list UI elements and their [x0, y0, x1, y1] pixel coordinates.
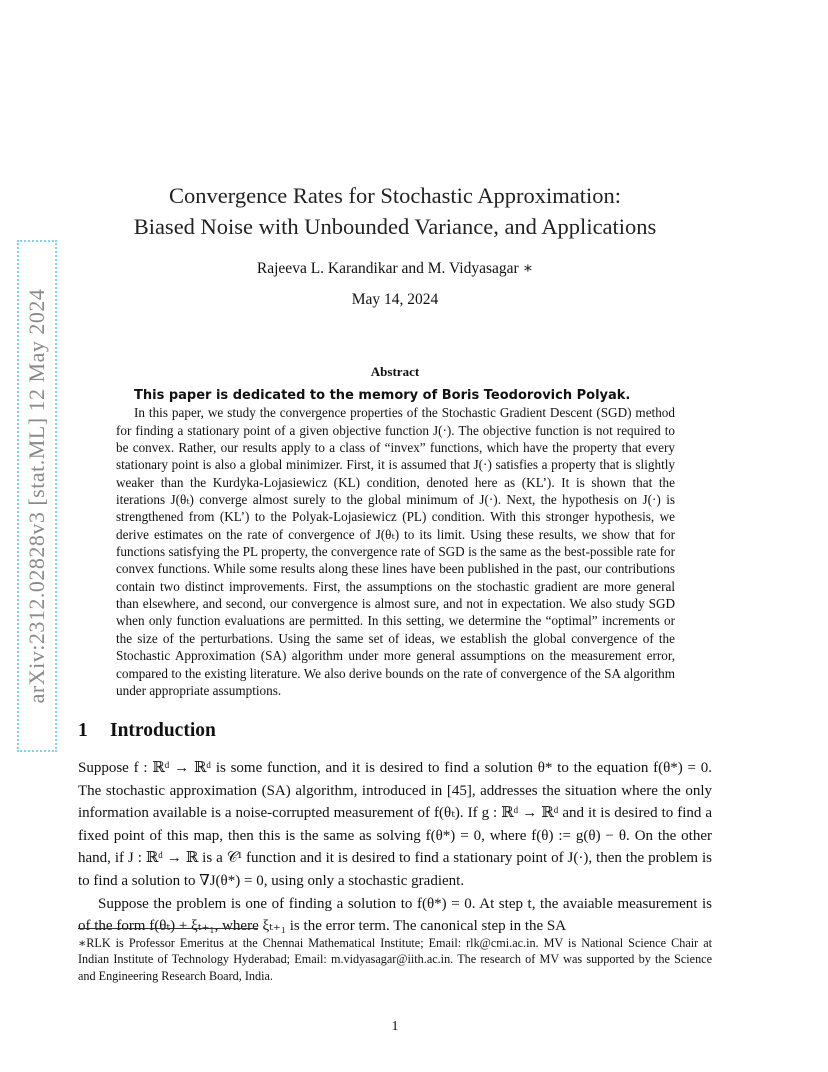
introduction-body — [78, 757, 712, 938]
paper-title-line1: Convergence Rates for Stochastic Approximation: — [169, 183, 621, 208]
page-number: 1 — [391, 1019, 399, 1034]
abstract-heading: Abstract — [370, 364, 420, 379]
section-title: Introduction — [110, 720, 216, 741]
abstract-text: In this paper, we study the convergence properties of the Stochastic Gradient Descent (SGD) method for finding a stationary point of a given objective function J(·). The objective function is not required to be convex. Rather, our results apply to a class of “invex” functions, which have the property that every stationary point is also a global minimizer. First, it is assumed that J(·) satisfies a property that is slightly weaker than the Kurdyka-Lojasiewicz (KL) condition, denoted here as (KL’). It is shown that the iterations J(θₜ) converge almost surely to the global minimum of J(·). Next, the hypothesis on J(·) is strengthened from (KL’) to the Polyak-Lojasiewicz (PL) condition. With this stronger hypothesis, we derive estimates on the rate of convergence of J(θₜ) to its limit. Using these results, we show that for functions satisfying the PL property, the convergence rate of SGD is the same as the best-possible rate for convex functions. While some results along these lines have been published in the past, our contributions contain two distinct improvements. First, the assumptions on the stochastic gradient are more general than elsewhere, and second, our convergence is almost sure, and not in expectation. We also study SGD when only function evaluations are permitted. In this setting, we determine the “optimal” increments or the size of the perturbations. Using the same set of ideas, we establish the global convergence of the Stochastic Approximation (SA) algorithm under more general assumptions on the measurement error, compared to the existing literature. We also derive bounds on the rate of convergence of the SA algorithm under appropriate assumptions. — [116, 405, 675, 698]
dedication: This paper is dedicated to the memory of Boris Teodorovich Polyak. — [134, 388, 631, 403]
intro-paragraph-1: Suppose f : ℝᵈ → ℝᵈ is some function, and it is desired to find a solution θ* to the equation f(θ*) = 0. The stochastic approximation (SA) algorithm, introduced in [45], addresses the situation where the only information available is a noise-corrupted measurement of f(θₜ). If g : ℝᵈ → ℝᵈ and it is desired to find a fixed point of this map, then this is the same as solving f(θ*) = 0, where f(θ) := g(θ) − θ. On the other hand, if J : ℝᵈ → ℝ is a 𝒞¹ function and it is desired to find a stationary point of J(·), then the problem is to find a solution to ∇J(θ*) = 0, using only a stochastic gradient. — [78, 760, 712, 889]
section-heading-introduction — [78, 720, 216, 742]
paper-title-line2: Biased Noise with Unbounded Variance, and Applications — [133, 214, 657, 239]
paper-authors: Rajeeva L. Karandikar and M. Vidyasagar ∗ — [256, 260, 534, 277]
arxiv-identifier: arXiv:2312.02828v3 [stat.ML] 12 May 2024 — [24, 288, 49, 704]
section-number: 1 — [78, 720, 88, 741]
paper-date: May 14, 2024 — [351, 291, 439, 308]
footnote: ∗RLK is Professor Emeritus at the Chennai Mathematical Institute; Email: rlk@cmi.ac.in. MV is National Science Chair at Indian Institute of Technology Hyderabad; Email: m.vidyasagar@iith.ac.in. The research of MV was supported by the Science and Engineering Research Board, India. — [78, 936, 712, 983]
footnote-rule — [78, 928, 258, 929]
intro-paragraph-2: Suppose the problem is one of finding a solution to f(θ*) = 0. At step t, the avaiable measurement is of the form f(θₜ) + ξₜ₊₁, where ξₜ₊₁ is the error term. The canonical step in the SA — [78, 895, 712, 935]
abstract-body — [116, 387, 675, 699]
arxiv-side-stamp — [17, 240, 57, 752]
